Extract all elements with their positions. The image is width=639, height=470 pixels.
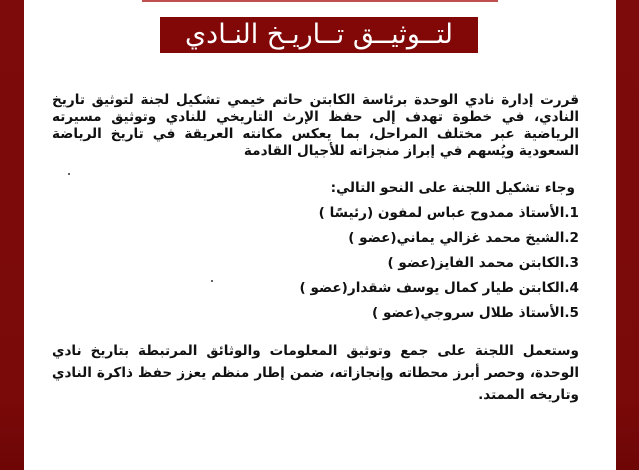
frame-border-left: [0, 0, 24, 470]
committee-member-1: 1.الأستاذ ممدوح عباس لمفون (رئيسًا ): [318, 205, 579, 221]
page-title: لتــوثيــق تــاريـخ النـادي: [185, 19, 453, 50]
committee-members-list: [52, 201, 579, 326]
intro-paragraph: قررت إدارة نادي الوحدة برئاسة الكابتن حاتم خيمي تشكيل لجنة لتوثيق تاريخ النادي، في خطوة تهدف إلى حفظ الإرث التاريخي للنادي وتوثيق مسيرته الرياضية عبر مختلف المراحل، بما يعكس مكانته العريقة في تاريخ الرياضة السعودية ويُسهم في إبراز منجزاته للأجيال القادمة: [52, 92, 579, 159]
committee-member-5: 5.الأستاذ طلال سروجي(عضو ): [372, 305, 579, 321]
article-body: [52, 92, 579, 406]
stray-mark: [68, 173, 70, 175]
committee-member-4: 4.الكابتن طيار كمال يوسف شقدار(عضو ): [299, 280, 579, 296]
committee-heading: وجاء تشكيل اللجنة على النحو التالي:: [330, 180, 575, 196]
top-accent-strip: [142, 0, 498, 2]
title-banner: [160, 17, 478, 53]
committee-member-2: 2.الشيخ محمد غزالي يماني(عضو ): [348, 230, 579, 246]
stray-mark: [211, 280, 213, 282]
committee-member-3: 3.الكابتن محمد الفايز(عضو ): [387, 255, 579, 271]
frame-border-right: [616, 0, 639, 470]
closing-paragraph: وستعمل اللجنة على جمع وتوثيق المعلومات والوثائق المرتبطة بتاريخ نادي الوحدة، وحصر أبرز محطاته وإنجازاته، ضمن إطار منظم يعزز حفظ ذاكرة النادي وتاريخه الممتد.: [52, 343, 579, 403]
